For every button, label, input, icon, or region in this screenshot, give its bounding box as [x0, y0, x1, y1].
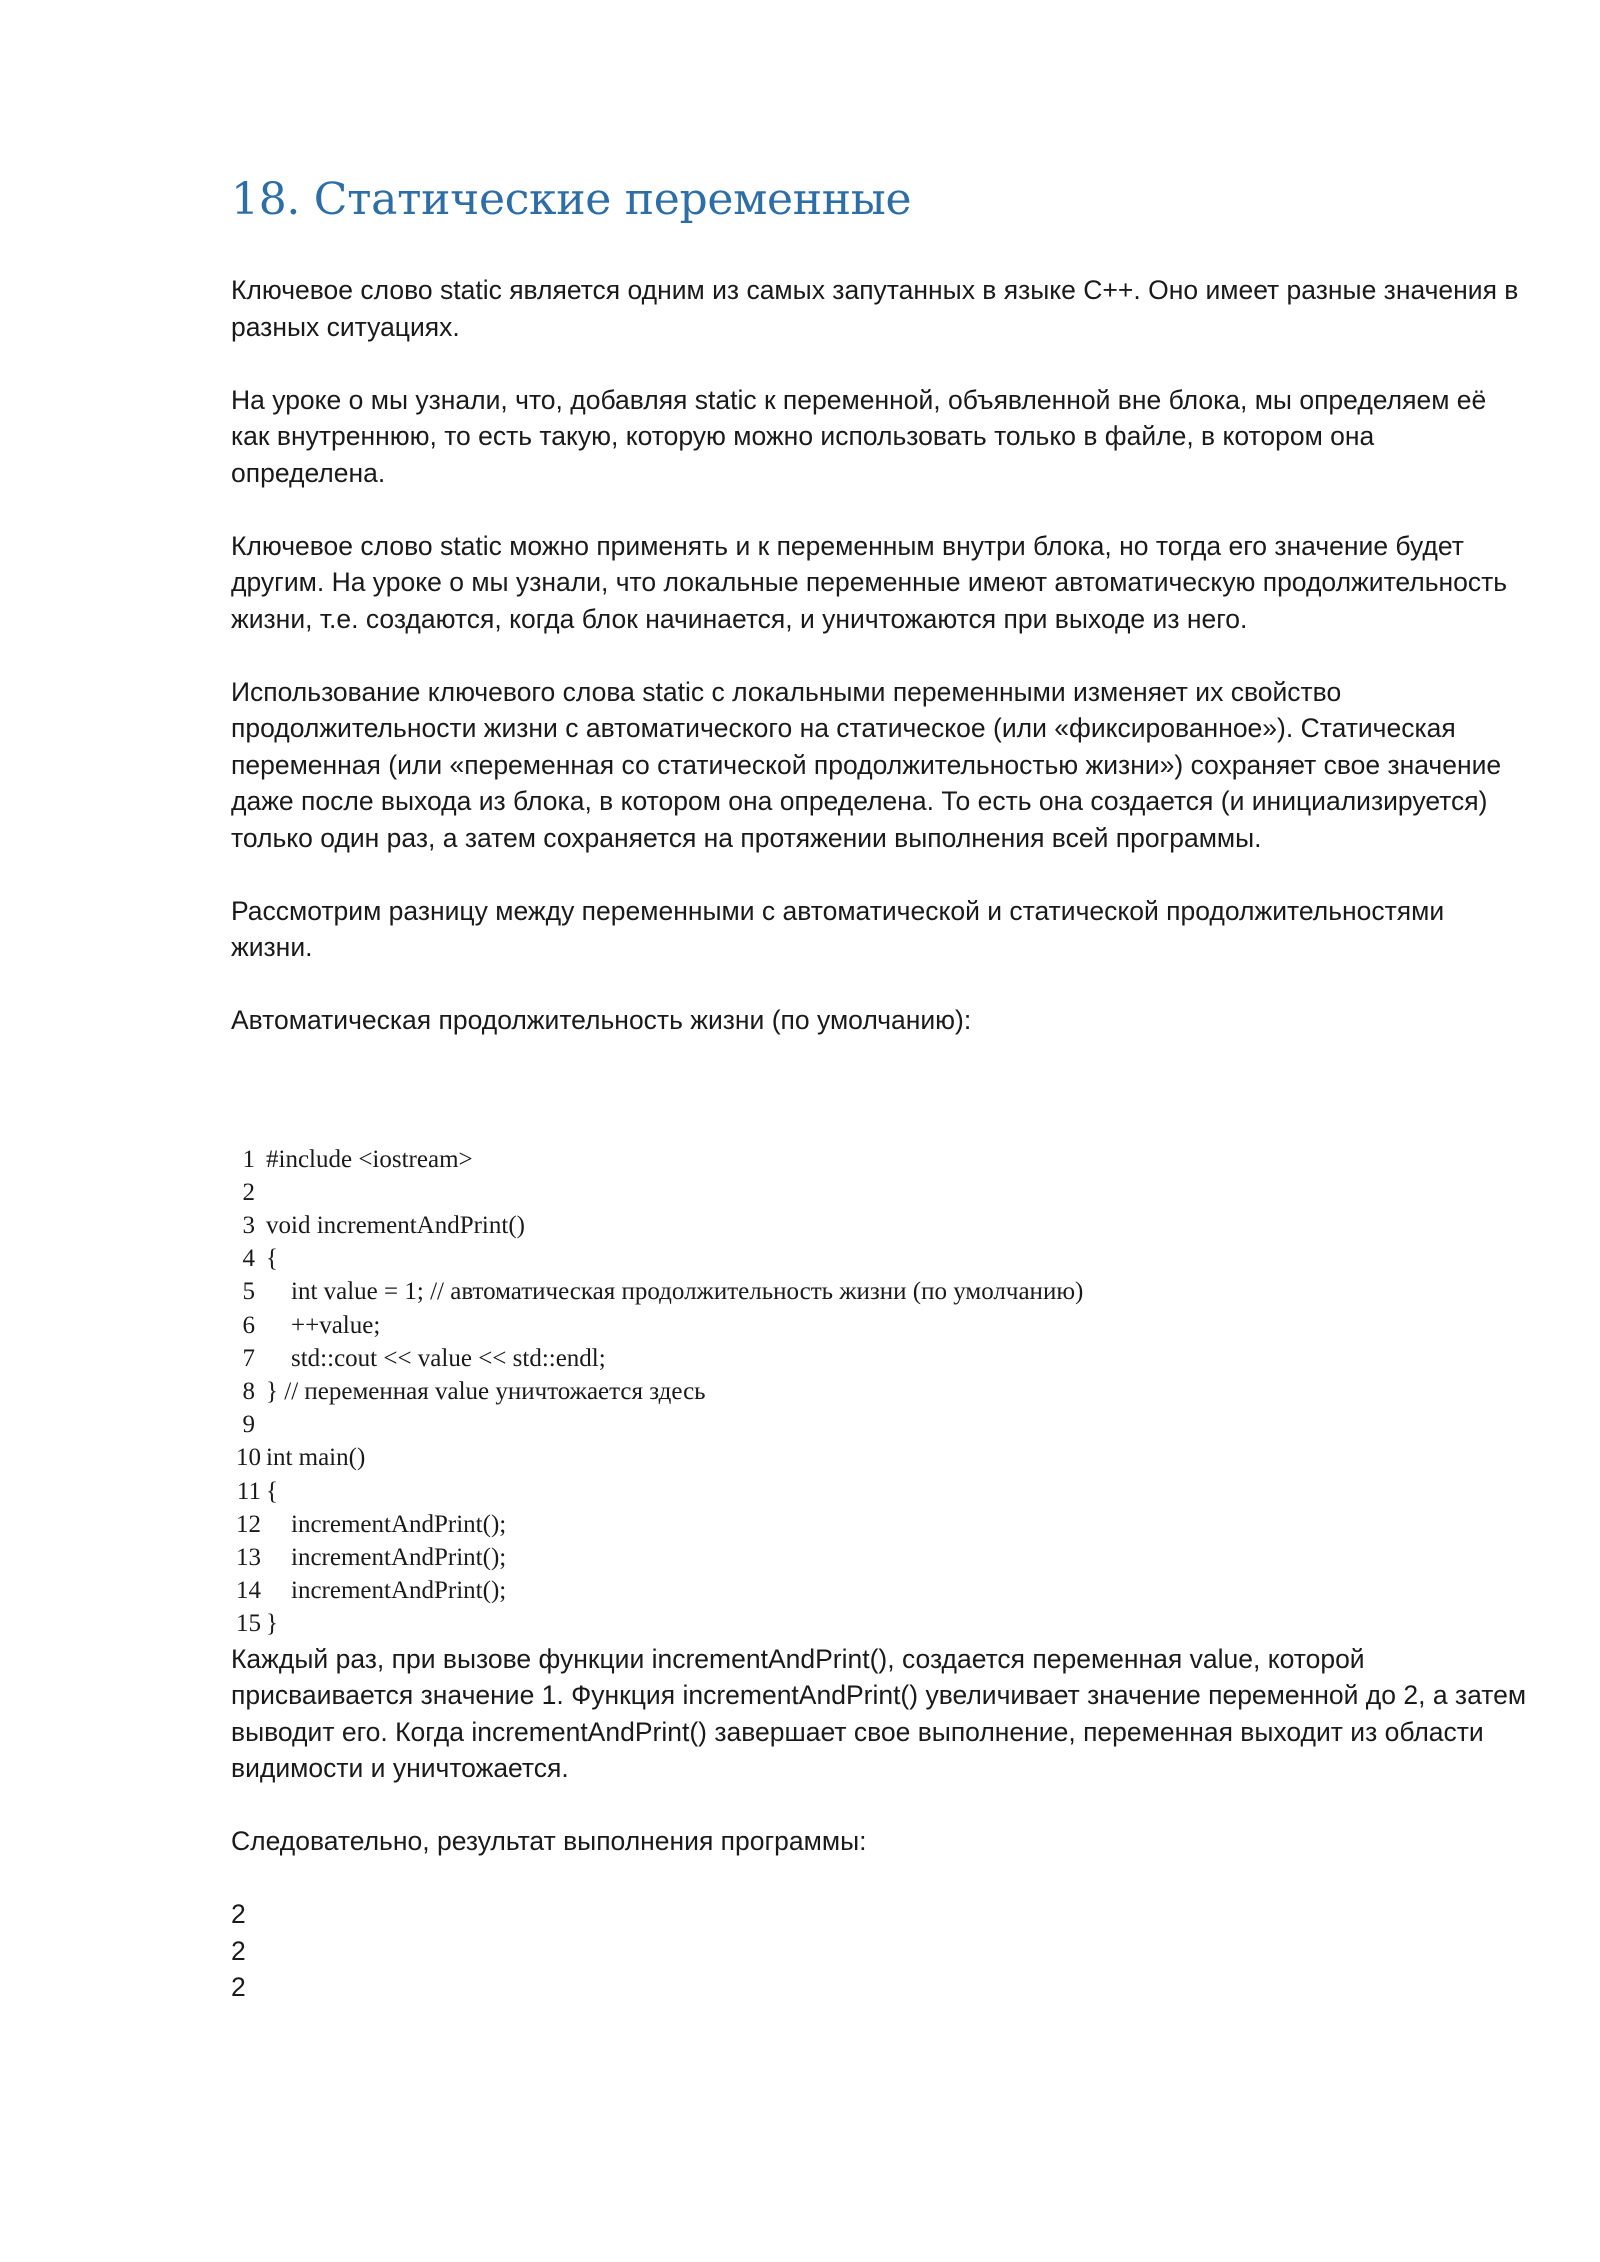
output-line: 2 [231, 1972, 246, 2003]
line-number: 2 [242, 1178, 255, 1206]
line-number: 1 [242, 1145, 255, 1173]
paragraph-static-duration: Использование ключевого слова static с локальными переменными изменяет их свойство продолжительности жизни с автоматического на статическое (или «фиксированное»). Статическая переменная (или «переменная со статической продолжительностью жизни») сохраняет свое значение даже после выхода из блока, в котором она определена. То есть она создается (и инициализируется) только один раз, а затем сохраняется на протяжении выполнения всей программы. [231, 676, 1502, 853]
line-number: 8 [242, 1377, 255, 1405]
paragraph-intro: Ключевое слово static является одним из самых запутанных в языке C++. Оно имеет разные значения в разных ситуациях. [231, 275, 1519, 342]
paragraph-block-static: Ключевое слово static можно применять и к переменным внутри блока, но тогда его значение будет другим. На уроке о мы узнали, что локальные переменные имеют автоматическую продолжительность жизни, т.е. создаются, когда блок начинается, и уничтожаются при выходе из него. [231, 530, 1508, 634]
line-number: 9 [242, 1411, 255, 1439]
code-line [231, 1607, 1531, 1640]
code-line [231, 1375, 1531, 1408]
code-text: ++value; [266, 1311, 381, 1339]
code-text: int main() [266, 1444, 366, 1472]
code-text: } // переменная value уничтожается здесь [266, 1377, 706, 1405]
line-number: 10 [236, 1444, 261, 1472]
code-line [231, 1143, 1531, 1176]
code-line [231, 1275, 1531, 1308]
line-number: 7 [242, 1344, 255, 1372]
code-line [231, 1508, 1531, 1541]
code-line [231, 1242, 1531, 1275]
code-line [231, 1475, 1531, 1508]
paragraph-external-static: На уроке о мы узнали, что, добавляя static к переменной, объявленной вне блока, мы определяем её как внутреннюю, то есть такую, которую можно использовать только в файле, в котором она определена. [231, 384, 1487, 488]
code-text: int value = 1; // автоматическая продолжительность жизни (по умолчанию) [266, 1278, 1084, 1306]
line-number: 13 [236, 1543, 261, 1571]
code-line [231, 1176, 1531, 1209]
code-text: #include <iostream> [266, 1145, 473, 1173]
code-line [231, 1408, 1531, 1441]
code-text: } [266, 1610, 278, 1638]
code-line [231, 1342, 1531, 1375]
paragraph-auto-heading: Автоматическая продолжительность жизни (по умолчанию): [231, 1005, 972, 1035]
code-text: incrementAndPrint(); [266, 1577, 507, 1605]
line-number: 12 [236, 1510, 261, 1538]
output-line: 2 [231, 1935, 246, 1966]
paragraph-result-heading: Следовательно, результат выполнения программы: [231, 1826, 867, 1857]
code-text: incrementAndPrint(); [266, 1510, 507, 1538]
line-number: 6 [242, 1311, 255, 1339]
line-number: 5 [242, 1278, 255, 1306]
line-number: 3 [242, 1211, 255, 1239]
code-line [231, 1209, 1531, 1242]
line-number: 15 [236, 1610, 261, 1638]
code-block [231, 1143, 1531, 1641]
page-title: 18. Статические переменные [231, 174, 912, 225]
code-text: void incrementAndPrint() [266, 1211, 525, 1239]
line-number: 14 [236, 1577, 261, 1605]
document-page [231, 170, 1531, 2006]
code-text: std::cout << value << std::endl; [266, 1344, 606, 1372]
paragraph-compare: Рассмотрим разницу между переменными с автоматической и статической продолжительностями жизни. [231, 895, 1445, 962]
program-output [231, 1896, 1531, 2006]
code-text: { [266, 1477, 278, 1505]
line-number: 4 [242, 1245, 255, 1273]
code-text: incrementAndPrint(); [266, 1543, 507, 1571]
code-line [231, 1441, 1531, 1474]
code-line [231, 1541, 1531, 1574]
code-line [231, 1309, 1531, 1342]
paragraph-explanation: Каждый раз, при вызове функции incrementAndPrint(), создается переменная value, которой присваивается значение 1. Функция incrementAndPrint() увеличивает значение переменной до 2, а затем выводит его. Когда incrementAndPrint() завершает свое выполнение, переменная выходит из области видимости и уничтожается. [231, 1643, 1527, 1784]
code-line [231, 1574, 1531, 1607]
output-line: 2 [231, 1899, 246, 1930]
code-text: { [266, 1245, 278, 1273]
line-number: 11 [236, 1477, 261, 1505]
